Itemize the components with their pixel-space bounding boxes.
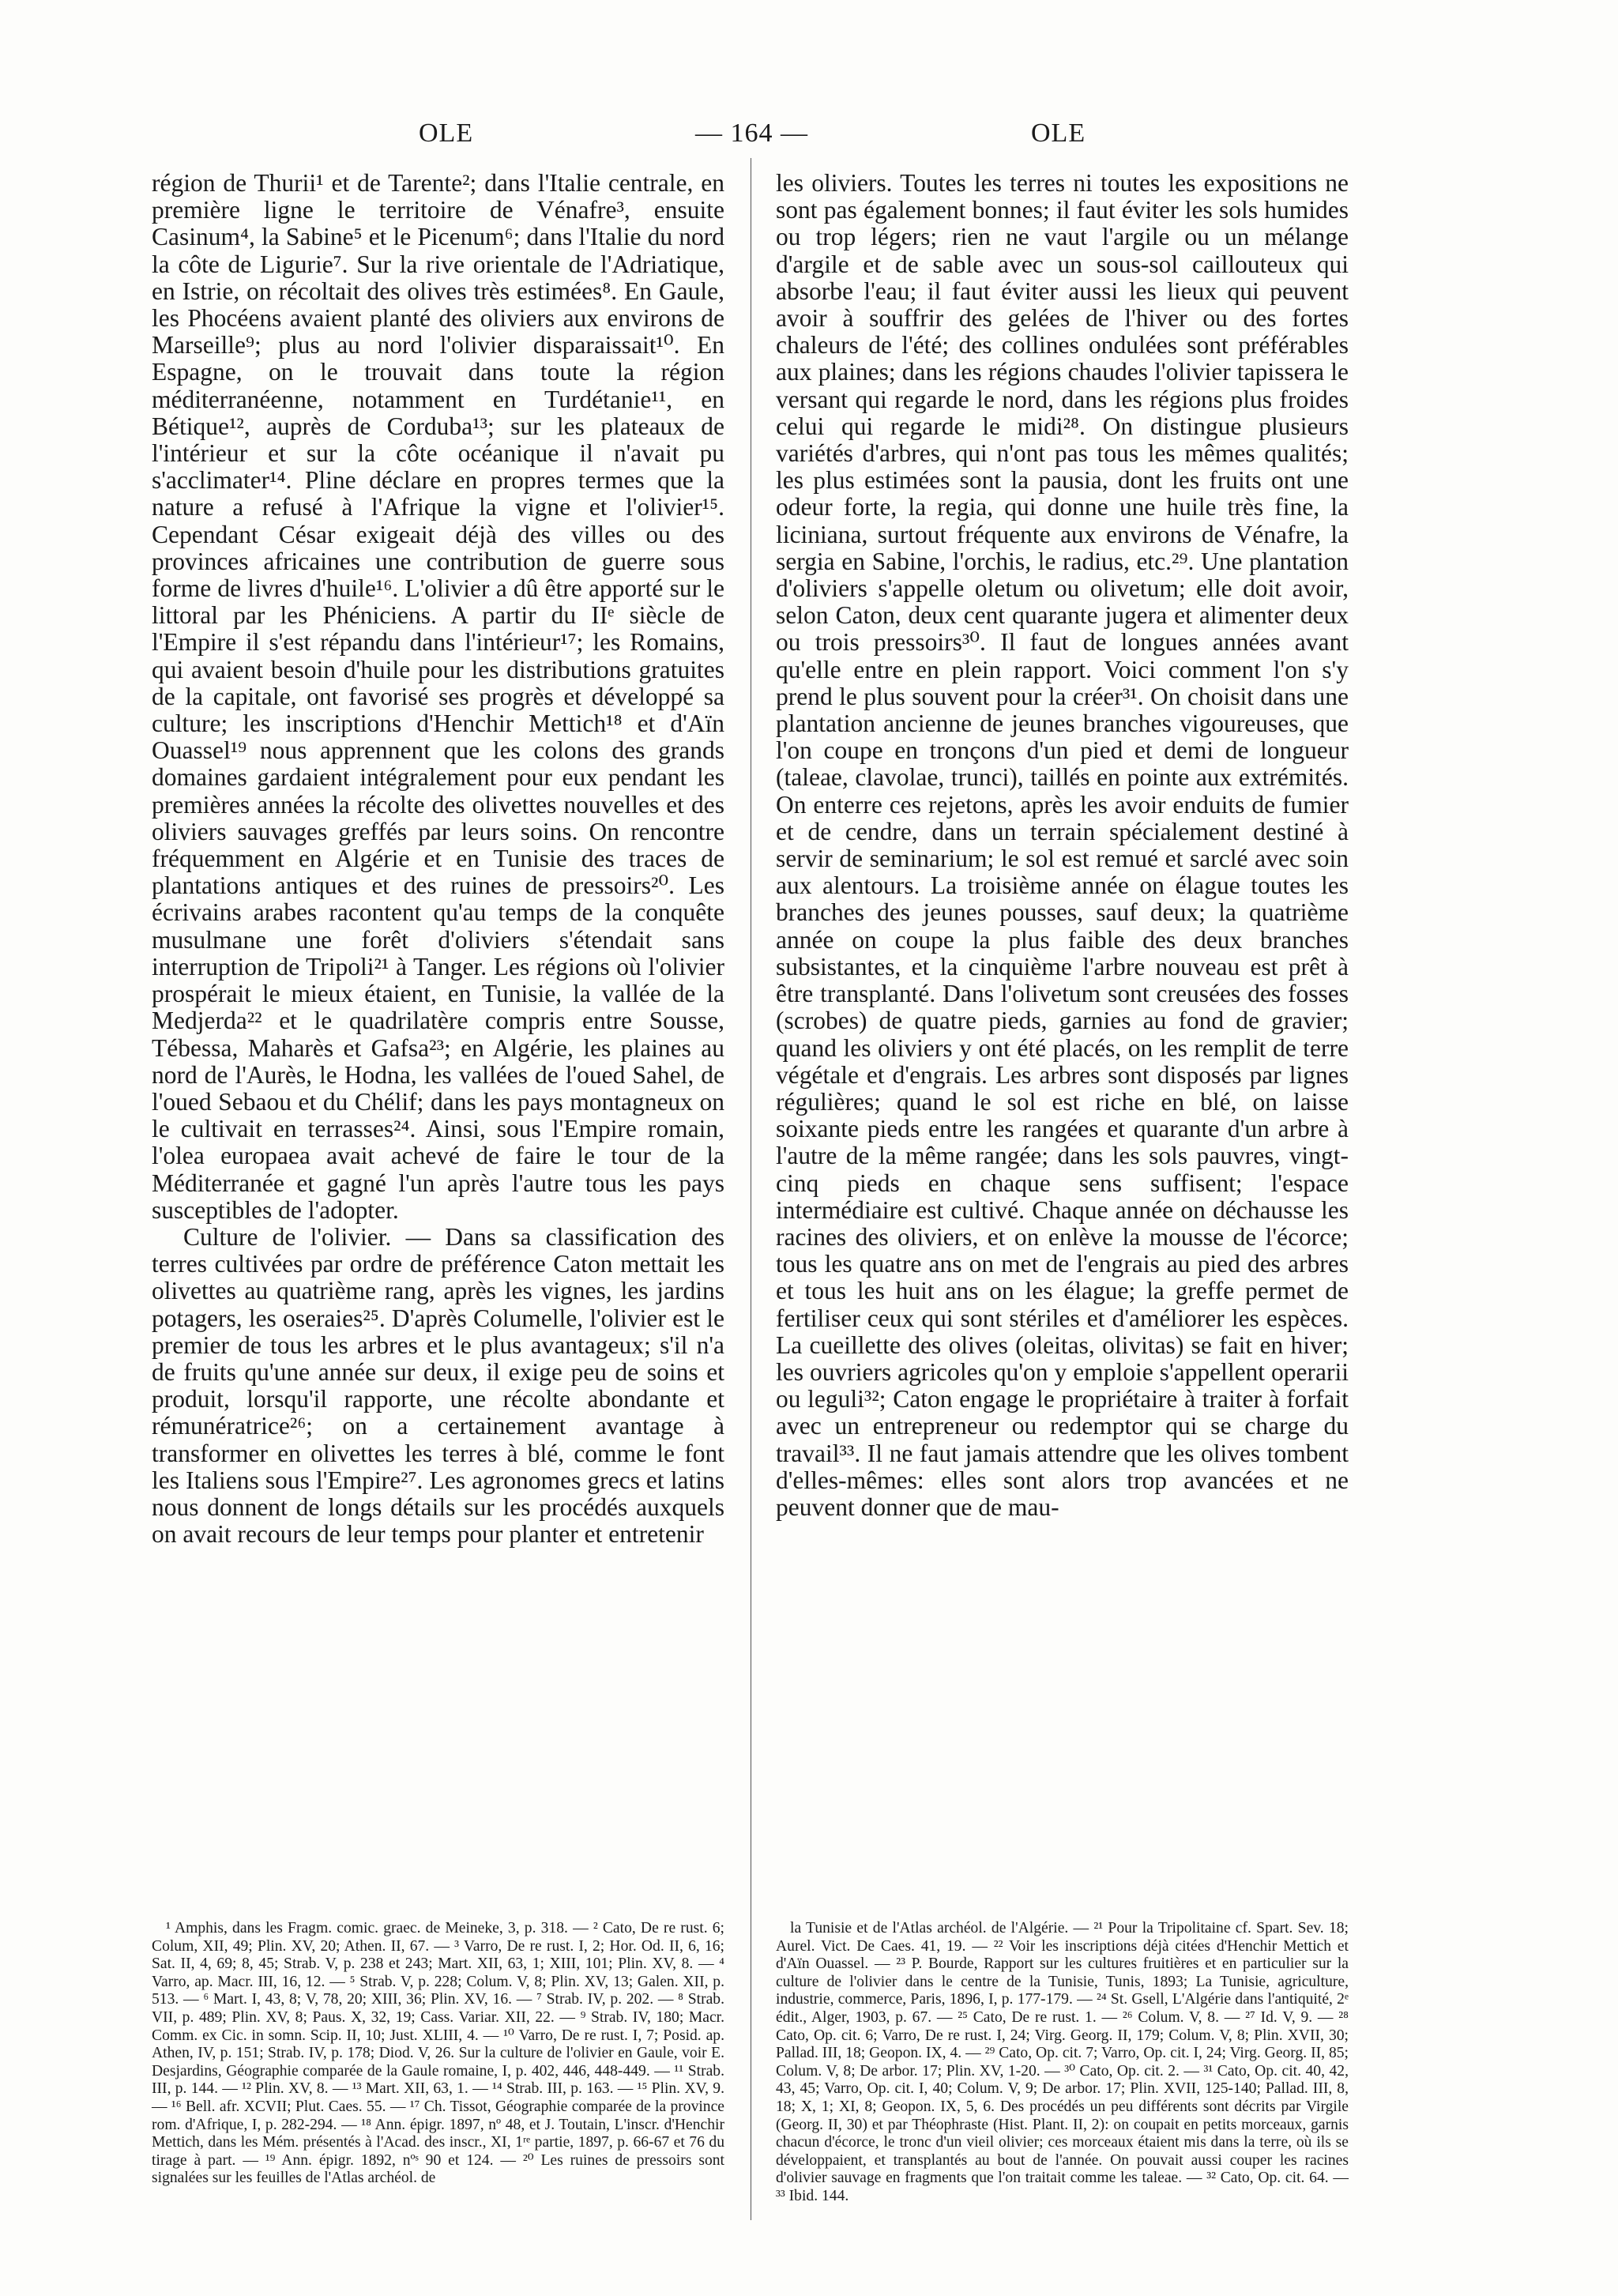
running-head-left: OLE <box>419 119 474 148</box>
footnotes-right-text: la Tunisie et de l'Atlas archéol. de l'Algérie. — ²¹ Pour la Tripolitaine cf. Spart. Sev. 18; Aurel. Vict. De Caes. 41, 19. — ²² Voir les inscriptions déjà citées d'Henchir Mettich et d'Aïn Ouassel. — ²³ P. Bourde, Rapport sur les cultures fruitières et en particulier sur la culture de l'olivier dans le centre de la Tunisie, Tunis, 1893; La Tunisie, agriculture, industrie, commerce, Paris, 1896, I, p. 177-179. — ²⁴ St. Gsell, L'Algérie dans l'antiquité, 2ᵉ édit., Alger, 1903, p. 67. — ²⁵ Cato, De re rust. 1. — ²⁶ Colum. V, 8. — ²⁷ Id. V, 9. — ²⁸ Cato, Op. cit. 6; Varro, De re rust. I, 24; Virg. Georg. II, 179; Colum. V, 8; Plin. XVII, 30; Pallad. III, 18; Geopon. IX, 4. — ²⁹ Cato, Op. cit. 7; Varro, Op. cit. I, 24; Virg. Georg. II, 85; Colum. V, 8; De arbor. 17; Plin. XV, 1-20. — ³⁰ Cato, Op. cit. 2. — ³¹ Cato, Op. cit. 40, 42, 43, 45; Varro, Op. cit. I, 40; Colum. V, 9; De arbor. 17; Plin. XVII, 125-140; Pallad. III, 8, 18; X, 1; XI, 8; Geopon. IX, 5, 6. Des procédés un peu différents sont décrits par Virgile (Georg. II, 30) et par Théophraste (Hist. Plant. II, 2): on coupait en petits morceaux, garnis chacun d'écorce, le tronc d'un vieil olivier; ces morceaux étaient mis dans la terre, où ils se développaient, et transplantés au bout de l'année. On pouvait aussi couper les racines d'olivier sauvage en fragments que l'on traitait comme les taleae. — ³² Cato, Op. cit. 64. — ³³ Ibid. 144. <box>776 1920 1349 2204</box>
footnotes-left <box>152 1920 724 2188</box>
left-column <box>152 170 724 1548</box>
right-paragraph-1: les oliviers. Toutes les terres ni toutes les expositions ne sont pas également bonnes; il faut éviter les sols humides ou trop légers; rien ne vaut l'argile ou un mélange d'argile et de sable avec un sous-sol caillouteux qui absorbe l'eau; il faut éviter aussi les lieux qui peuvent avoir à souffrir des gelées de l'hiver ou des fortes chaleurs de l'été; des collines ondulées sont préférables aux plaines; dans les régions chaudes l'olivier tapissera le versant qui regarde le nord, dans les régions plus froides celui qui regarde le midi²⁸. On distingue plusieurs variétés d'arbres, qui n'ont pas tous les mêmes qualités; les plus estimées sont la pausia, dont les fruits ont une odeur forte, la regia, qui donne une huile très fine, la liciniana, surtout fréquente aux environs de Vénafre, la sergia en Sabine, l'orchis, le radius, etc.²⁹. Une plantation d'oliviers s'appelle oletum ou olivetum; elle doit avoir, selon Caton, deux cent quarante jugera et alimenter deux ou trois pressoirs³⁰. Il faut de longues années avant qu'elle entre en plein rapport. Voici comment l'on s'y prend le plus souvent pour la créer³¹. On choisit dans une plantation ancienne de jeunes branches vigoureuses, que l'on coupe en tronçons d'un pied et demi de longueur (taleae, clavolae, trunci), taillés en pointe aux extrémités. On enterre ces rejetons, après les avoir enduits de fumier et de cendre, dans un terrain spécialement destiné à servir de seminarium; le sol est remué et sarclé avec soin aux alentours. La troisième année on élague toutes les branches des jeunes pousses, sauf deux; la quatrième année on coupe la plus faible des deux branches subsistantes, et la cinquième l'arbre nouveau est prêt à être transplanté. Dans l'olivetum sont creusées des fosses (scrobes) de quatre pieds, garnies au fond de gravier; quand les oliviers y ont été placés, on les remplit de terre végétale et d'engrais. Les arbres sont disposés par lignes régulières; quand le sol est riche en blé, on laisse soixante pieds entre les rangées et quarante d'un arbre à l'autre de la même rangée; dans les sols pauvres, vingt-cinq pieds en chaque sens suffisent; l'espace intermédiaire est cultivé. Chaque année on déchausse les racines des oliviers, et on enlève la mousse de l'écorce; tous les quatre ans on met de l'engrais au pied des arbres et tous les huit ans on les élague; la greffe permet de fertiliser ceux qui sont stériles et d'améliorer les espèces. La cueillette des olives (oleitas, olivitas) se fait en hiver; les ouvriers agricoles qu'on y emploie s'appellent operarii ou leguli³²; Caton engage le propriétaire à traiter à forfait avec un entrepreneur ou redemptor qui se charge du travail³³. Il ne faut jamais attendre que les olives tombent d'elles-mêmes: elles sont alors trop avancées et ne peuvent donner que de mau- <box>776 169 1349 1521</box>
footnotes-left-text: ¹ Amphis, dans les Fragm. comic. graec. de Meineke, 3, p. 318. — ² Cato, De re rust. 6; Colum, XII, 49; Plin. XV, 20; Athen. II, 67. — ³ Varro, De re rust. I, 2; Hor. Od. II, 6, 16; Sat. II, 4, 69; 8, 45; Strab. V, p. 238 et 243; Mart. XII, 63, 1; XIII, 101; Plin. XV, 8. — ⁴ Varro, ap. Macr. III, 16, 12. — ⁵ Strab. V, p. 228; Colum. V, 8; Plin. XV, 13; Galen. XII, p. 513. — ⁶ Mart. I, 43, 8; V, 78, 20; XIII, 36; Plin. XV, 16. — ⁷ Strab. IV, p. 202. — ⁸ Strab. VII, p. 489; Plin. XV, 8; Paus. X, 32, 19; Cass. Variar. XII, 22. — ⁹ Strab. IV, 180; Macr. Comm. ex Cic. in somn. Scip. II, 10; Just. XLIII, 4. — ¹⁰ Varro, De re rust. I, 7; Posid. ap. Athen, IV, p. 151; Strab. IV, p. 178; Diod. V, 26. Sur la culture de l'olivier en Gaule, voir E. Desjardins, Géographie comparée de la Gaule romaine, I, p. 402, 446, 448-449. — ¹¹ Strab. III, p. 144. — ¹² Plin. XV, 8. — ¹³ Mart. XII, 63, 1. — ¹⁴ Strab. III, p. 163. — ¹⁵ Plin. XV, 9. — ¹⁶ Bell. afr. XCVII; Plut. Caes. 55. — ¹⁷ Ch. Tissot, Géographie comparée de la province rom. d'Afrique, I, p. 282-294. — ¹⁸ Ann. épigr. 1897, nº 48, et J. Toutain, L'inscr. d'Henchir Mettich, dans les Mém. présentés à l'Acad. des inscr., XI, 1ʳᵉ partie, 1897, p. 66-67 et 76 du tirage à part. — ¹⁹ Ann. épigr. 1892, nºˢ 90 et 124. — ²⁰ Les ruines de pressoirs sont signalées sur les feuilles de l'Atlas archéol. de <box>152 1920 724 2187</box>
page-number: — 164 — <box>695 119 808 148</box>
right-column <box>776 170 1349 1521</box>
footnotes-right <box>776 1920 1349 2206</box>
left-paragraph-1: région de Thurii¹ et de Tarente²; dans l'Italie centrale, en première ligne le territoire de Vénafre³, ensuite Casinum⁴, la Sabine⁵ et le Picenum⁶; dans l'Italie du nord la côte de Ligurie⁷. Sur la rive orientale de l'Adriatique, en Istrie, on récoltait des olives très estimées⁸. En Gaule, les Phocéens avaient planté des oliviers aux environs de Marseille⁹; plus au nord l'olivier disparaissait¹⁰. En Espagne, on le trouvait dans toute la région méditerranéenne, notamment en Turdétanie¹¹, en Bétique¹², auprès de Corduba¹³; sur les plateaux de l'intérieur et sur la côte océanique il n'avait pu s'acclimater¹⁴. Pline déclare en propres termes que la nature a refusé à l'Afrique la vigne et l'olivier¹⁵. Cependant César exigeait déjà des villes ou des provinces africaines une contribution de guerre sous forme de livres d'huile¹⁶. L'olivier a dû être apporté sur le littoral par les Phéniciens. A partir du IIᵉ siècle de l'Empire il s'est répandu dans l'intérieur¹⁷; les Romains, qui avaient besoin d'huile pour les distributions gratuites de la capitale, ont favorisé ses progrès et développé sa culture; les inscriptions d'Henchir Mettich¹⁸ et d'Aïn Ouassel¹⁹ nous apprennent que les colons des grands domaines gardaient intégralement pour eux pendant les premières années la récolte des olivettes nouvelles et des oliviers sauvages greffés par leurs soins. On rencontre fréquemment en Algérie et en Tunisie des traces de plantations antiques et des ruines de pressoirs²⁰. Les écrivains arabes racontent qu'au temps de la conquête musulmane une forêt d'oliviers s'étendait sans interruption de Tripoli²¹ à Tanger. Les régions où l'olivier prospérait le mieux étaient, en Tunisie, la vallée de la Medjerda²² et le quadrilatère compris entre Sousse, Tébessa, Maharès et Gafsa²³; en Algérie, les plaines au nord de l'Aurès, le Hodna, les vallées de l'oued Sahel, de l'oued Sebaou et du Chélif; dans les pays montagneux on le cultivait en terrasses²⁴. Ainsi, sous l'Empire romain, l'olea europaea avait achevé de faire le tour de la Méditerranée et gagné l'un après l'autre tous les pays susceptibles de l'adopter. <box>152 169 724 1224</box>
left-paragraph-2: Culture de l'olivier. — Dans sa classification des terres cultivées par ordre de préférence Caton mettait les olivettes au quatrième rang, après les vignes, les jardins potagers, les oseraies²⁵. D'après Columelle, l'olivier est le premier de tous les arbres et le plus avantageux; s'il n'a de fruits qu'une année sur deux, il exige peu de soins et produit, lorsqu'il rapporte, une récolte abondante et rémunératrice²⁶; on a certainement avantage à transformer en olivettes les terres à blé, comme le font les Italiens sous l'Empire²⁷. Les agronomes grecs et latins nous donnent de longs détails sur les procédés auxquels on avait recours de leur temps pour planter et entretenir <box>152 1222 724 1549</box>
running-head-right: OLE <box>1031 119 1086 148</box>
